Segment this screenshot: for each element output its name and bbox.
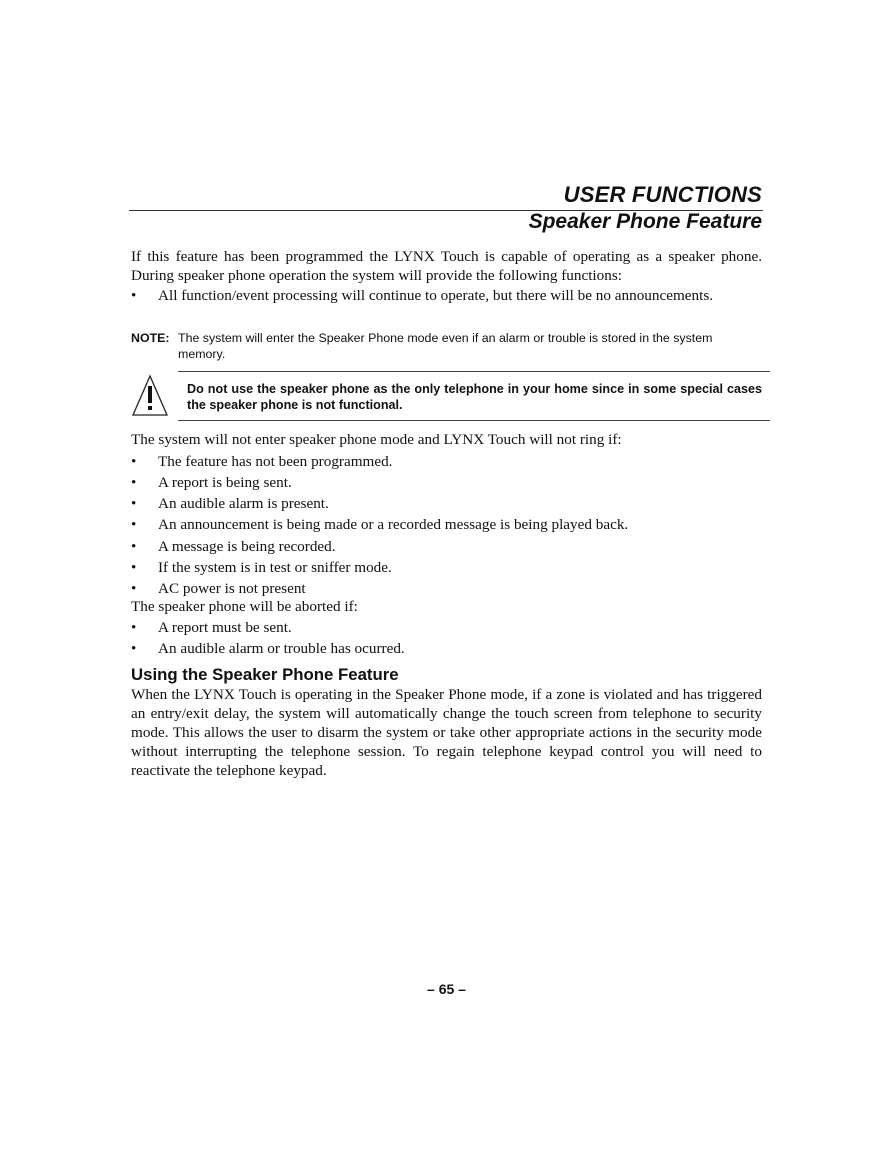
section-heading: Using the Speaker Phone Feature xyxy=(131,665,399,684)
list-item-text: A report is being sent. xyxy=(158,474,292,491)
list-item-text: An announcement is being made or a recorded message is being played back. xyxy=(158,516,629,533)
page-subtitle: Speaker Phone Feature xyxy=(528,210,762,233)
bullet-icon: • xyxy=(131,474,137,491)
list-item-text: The feature has not been programmed. xyxy=(158,453,393,470)
section-title: USER FUNCTIONS xyxy=(563,182,762,207)
bullet-icon: • xyxy=(131,619,137,636)
bullet-icon: • xyxy=(131,453,137,470)
list-item-text: AC power is not present xyxy=(158,580,306,597)
bullet-icon: • xyxy=(131,538,137,555)
list-item-text: A report must be sent. xyxy=(158,619,292,636)
list-item-text: An audible alarm is present. xyxy=(158,495,329,512)
list-item-text: All function/event processing will continue to operate, but there will be no announcements. xyxy=(158,287,714,304)
bullet-icon: • xyxy=(131,640,137,657)
bullet-icon: • xyxy=(131,495,137,512)
intro-paragraph: If this feature has been programmed the LYNX Touch is capable of operating as a speaker phone. During speaker phone operation the system will provide the following functions: xyxy=(131,248,762,284)
bullet-icon: • xyxy=(131,580,137,597)
no-ring-intro: The system will not enter speaker phone mode and LYNX Touch will not ring if: xyxy=(131,431,622,448)
warning-top-rule xyxy=(178,371,770,372)
list-item-text: An audible alarm or trouble has ocurred. xyxy=(158,640,405,657)
aborted-intro: The speaker phone will be aborted if: xyxy=(131,598,358,615)
warning-text: Do not use the speaker phone as the only telephone in your home since in some special cases the speaker phone is not functional. xyxy=(187,382,762,412)
bullet-icon: • xyxy=(131,287,137,304)
bullet-icon: • xyxy=(131,516,137,533)
bullet-icon: • xyxy=(131,559,137,576)
warning-bottom-rule xyxy=(178,420,770,421)
list-item-text: A message is being recorded. xyxy=(158,538,336,555)
using-paragraph: When the LYNX Touch is operating in the Speaker Phone mode, if a zone is violated and has triggered an entry/exit delay, the system will automatically change the touch screen from telephone to security mode. This allows the user to disarm the system or take other appropriate actions in the security mode without interrupting the telephone session. To regain telephone keypad control you will need to reactivate the telephone keypad. xyxy=(131,686,762,779)
note-label: NOTE: xyxy=(131,331,170,345)
warning-triangle-icon xyxy=(131,374,169,418)
page-number: – 65 – xyxy=(427,981,466,997)
list-item-text: If the system is in test or sniffer mode. xyxy=(158,559,392,576)
note-text: The system will enter the Speaker Phone mode even if an alarm or trouble is stored in the system memory. xyxy=(178,331,713,361)
